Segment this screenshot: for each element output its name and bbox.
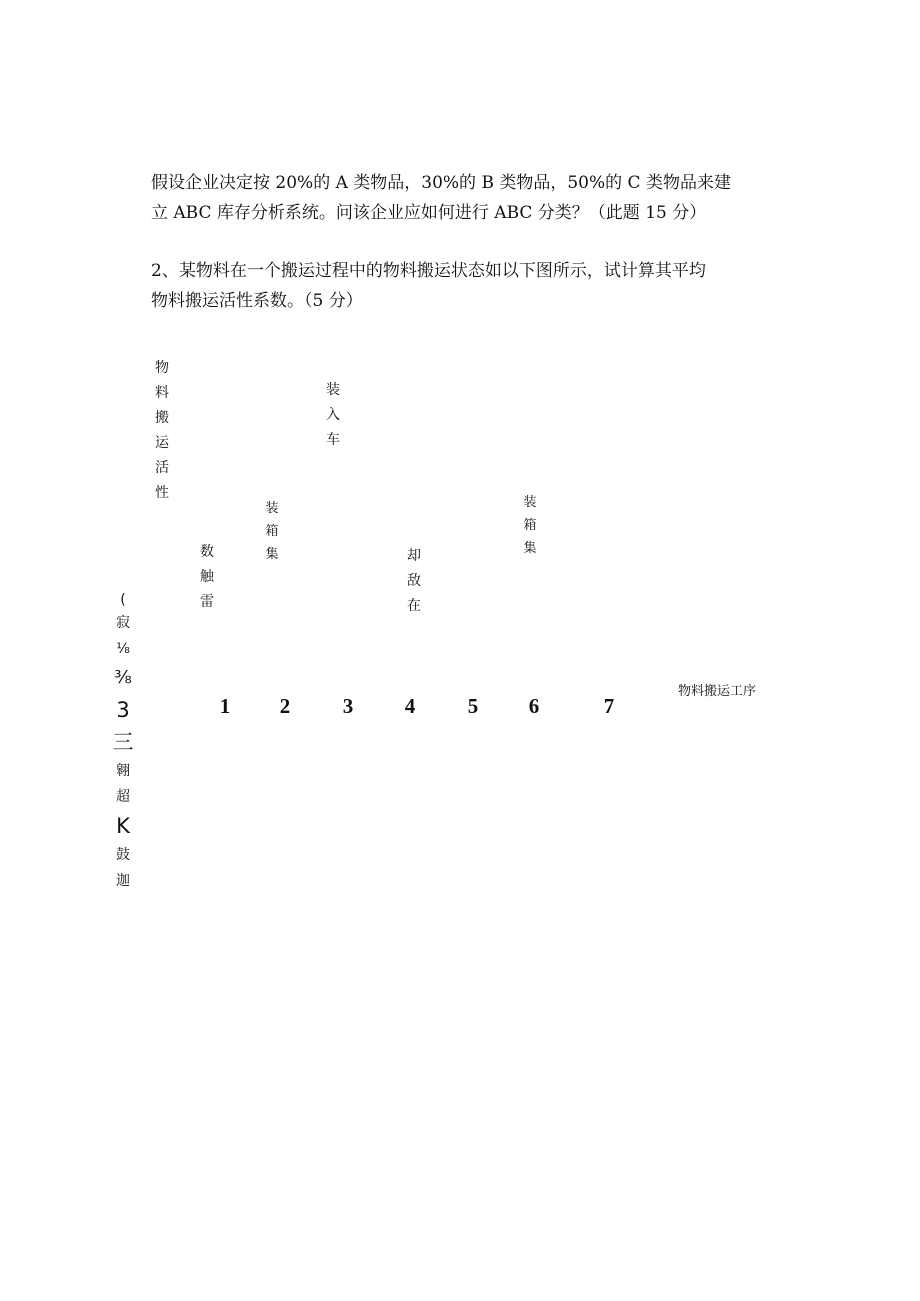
step-label-6: 装箱集 [523, 495, 537, 556]
left-glyph: 翱 [116, 763, 130, 779]
x-tick-7: 7 [603, 694, 615, 718]
step-label-1: 数触雷 [200, 544, 214, 610]
left-glyph: K [116, 814, 130, 838]
left-glyph: 3 [116, 698, 130, 722]
question-2-line-1: 2、某物料在一个搬运过程中的物料搬运状态如以下图所示，试计算其平均 [151, 261, 706, 281]
x-tick-6: 6 [528, 694, 540, 718]
left-glyph: ⅛ [116, 641, 130, 657]
left-glyph-column [112, 590, 134, 894]
left-glyph: ( [120, 592, 126, 608]
y-axis-label: 物料搬运活性 [155, 360, 169, 501]
left-glyph: 寂 [116, 615, 130, 631]
left-glyph: 超 [116, 789, 130, 805]
question-1-line-2: 立 ABC 库存分析系统。问该企业应如何进行 ABC 分类？（此题 15 分） [151, 203, 707, 223]
left-glyph: 鼓 [116, 847, 130, 863]
left-glyph: 迦 [116, 873, 130, 889]
question-1-line-1: 假设企业决定按 20%的 A 类物品，30%的 B 类物品，50%的 C 类物品来建 [151, 173, 731, 193]
question-2-line-2: 物料搬运活性系数。（5 分） [151, 291, 363, 311]
x-axis-title: 物料搬运工序 [678, 684, 757, 699]
x-tick-4: 4 [404, 694, 416, 718]
left-glyph: 三 [112, 730, 134, 754]
step-label-3: 装入车 [326, 382, 340, 448]
x-tick-5: 5 [467, 694, 479, 718]
step-label-4: 却敌在 [407, 548, 421, 614]
x-tick-3: 3 [342, 694, 354, 718]
x-tick-1: 1 [219, 694, 231, 718]
step-label-2: 装箱集 [265, 501, 279, 562]
x-tick-2: 2 [279, 694, 291, 718]
left-glyph: ⅜ [114, 667, 132, 688]
